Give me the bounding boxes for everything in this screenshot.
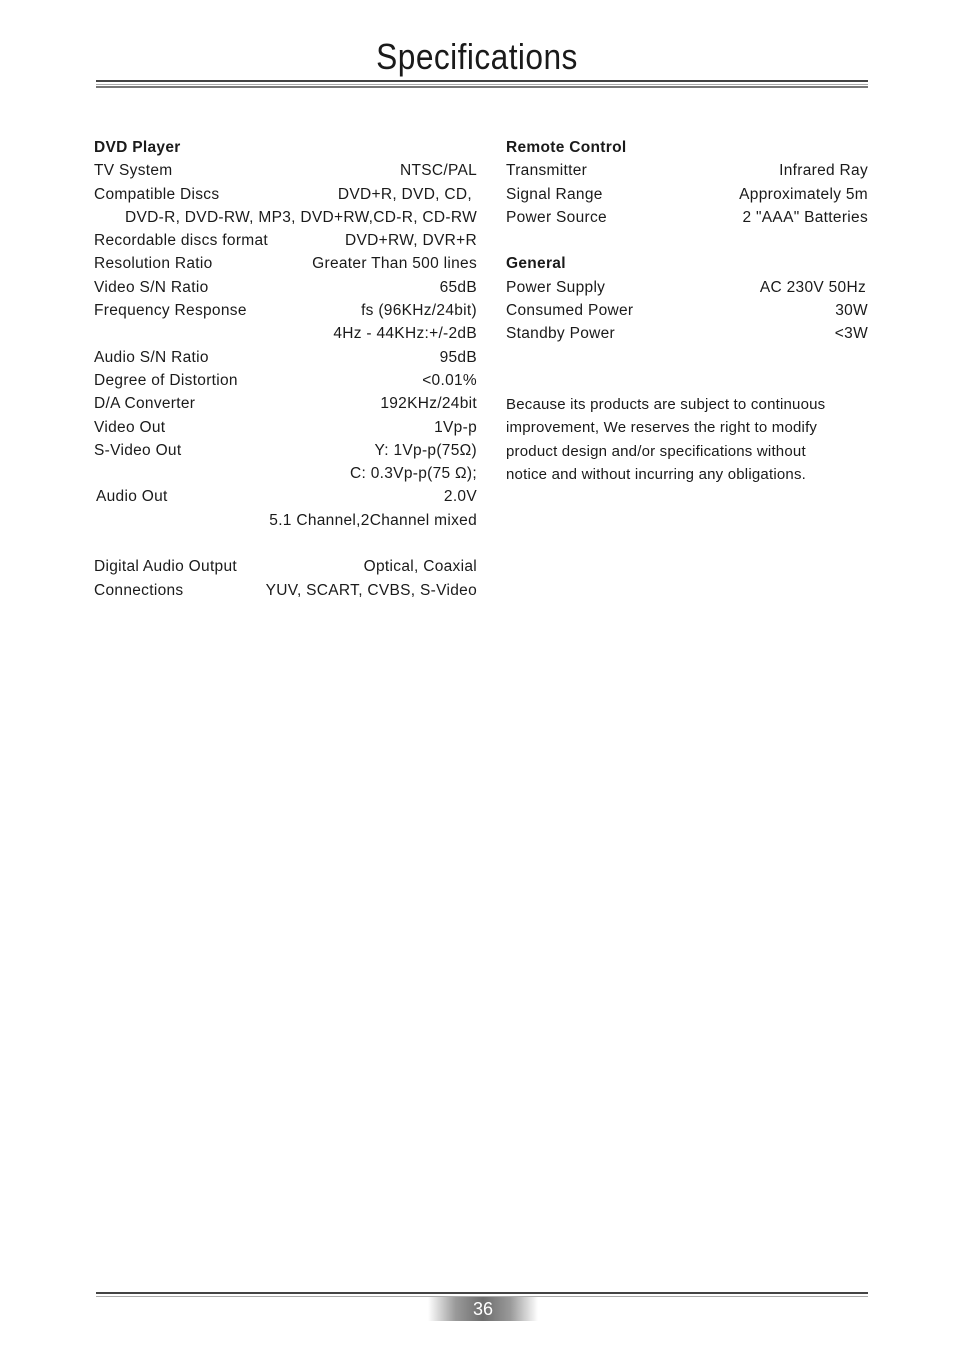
spec-row-digital-audio-output <box>94 557 477 580</box>
spec-value: Greater Than 500 lines <box>312 255 477 273</box>
spec-label: Consumed Power <box>506 302 634 320</box>
spec-value: <3W <box>834 325 868 343</box>
notice-paragraph <box>506 393 872 486</box>
spec-row-s-video-out-cont <box>94 464 477 487</box>
spec-row-recordable-format <box>94 231 477 254</box>
spec-row-video-sn <box>94 278 477 301</box>
spec-row-connections <box>94 581 477 604</box>
spec-row-video-out <box>94 418 477 441</box>
spec-value: YUV, SCART, CVBS, S-Video <box>265 581 477 599</box>
spec-value: 65dB <box>439 278 477 296</box>
spec-label: Audio S/N Ratio <box>94 348 209 366</box>
spec-row-consumed-power <box>506 301 868 324</box>
spec-label: Power Supply <box>506 278 606 296</box>
spec-row-compatible-discs <box>94 185 477 208</box>
spec-value: 5.1 Channel,2Channel mixed <box>269 511 477 529</box>
spec-value: DVD+R, DVD, CD, <box>337 185 472 203</box>
spec-value: 192KHz/24bit <box>380 395 477 413</box>
spec-label: Resolution Ratio <box>94 255 213 273</box>
spec-row-standby-power <box>506 324 868 347</box>
general-heading: General <box>506 255 566 273</box>
spec-label: Transmitter <box>506 162 588 180</box>
spec-label: Compatible Discs <box>94 185 220 203</box>
spec-row-da-converter <box>94 394 477 417</box>
spec-value: C: 0.3Vp-p(75 Ω); <box>350 465 477 483</box>
spec-label: S-Video Out <box>94 441 182 459</box>
spec-label: Video Out <box>94 418 166 436</box>
spec-value: 1Vp-p <box>434 418 477 436</box>
spec-row-frequency-response <box>94 301 477 324</box>
spec-row-audio-out <box>94 487 477 510</box>
spec-label: TV System <box>94 162 173 180</box>
spec-value: 2 "AAA" Batteries <box>742 208 868 226</box>
spec-row-distortion <box>94 371 477 394</box>
spec-value: 95dB <box>439 348 477 366</box>
spec-label: Recordable discs format <box>94 232 269 250</box>
remote-control-heading: Remote Control <box>506 139 627 156</box>
right-column <box>506 138 868 348</box>
spec-row-signal-range <box>506 185 868 208</box>
spec-label: Audio Out <box>96 488 168 506</box>
spec-label: Digital Audio Output <box>94 558 238 576</box>
spec-value: AC 230V 50Hz <box>759 278 866 296</box>
spec-label: Frequency Response <box>94 302 247 320</box>
spec-value: Infrared Ray <box>779 162 868 180</box>
spec-label: D/A Converter <box>94 395 196 413</box>
spec-value: Y: 1Vp-p(75Ω) <box>374 441 477 459</box>
spec-value: DVD+RW, DVR+R <box>345 232 477 250</box>
spec-label: Power Source <box>506 208 607 226</box>
spec-row-resolution <box>94 254 477 277</box>
notice-line: improvement, We reserves the right to modify <box>506 419 818 437</box>
title-underline <box>96 80 868 88</box>
spec-label: Signal Range <box>506 185 603 203</box>
spec-value: 2.0V <box>443 488 477 506</box>
spec-row-power-source <box>506 208 868 231</box>
spec-value: 30W <box>835 302 868 320</box>
dvd-player-section <box>94 138 477 604</box>
spec-row-transmitter <box>506 161 868 184</box>
page-title: Specifications <box>376 36 578 77</box>
spec-value: DVD-R, DVD-RW, MP3, DVD+RW,CD-R, CD-RW <box>125 208 477 226</box>
spec-value: NTSC/PAL <box>399 162 477 180</box>
spec-label: Degree of Distortion <box>94 371 238 389</box>
notice-line: Because its products are subject to continuous <box>506 396 826 413</box>
spec-label: Standby Power <box>506 325 616 343</box>
notice-line: product design and/or specifications without <box>506 442 806 460</box>
spec-value: <0.01% <box>422 371 477 389</box>
spec-row-frequency-response-cont <box>94 324 477 347</box>
notice-line: notice and without incurring any obligations. <box>506 465 807 483</box>
dvd-player-heading: DVD Player <box>94 139 181 156</box>
spec-label: Connections <box>94 581 184 599</box>
spec-value: fs (96KHz/24bit) <box>361 302 477 320</box>
spec-row-compatible-discs-cont <box>94 208 477 231</box>
spec-row-audio-out-cont <box>94 511 477 534</box>
spec-value: Approximately 5m <box>739 185 868 203</box>
spec-row-audio-sn <box>94 348 477 371</box>
spec-row-tv-system <box>94 161 477 184</box>
spec-value: Optical, Coaxial <box>363 558 477 576</box>
spec-row-s-video-out <box>94 441 477 464</box>
spec-row-power-supply <box>506 278 868 301</box>
spec-value: 4Hz - 44KHz:+/-2dB <box>333 325 477 343</box>
spec-label: Video S/N Ratio <box>94 278 209 296</box>
page-number: 36 <box>428 1297 538 1321</box>
